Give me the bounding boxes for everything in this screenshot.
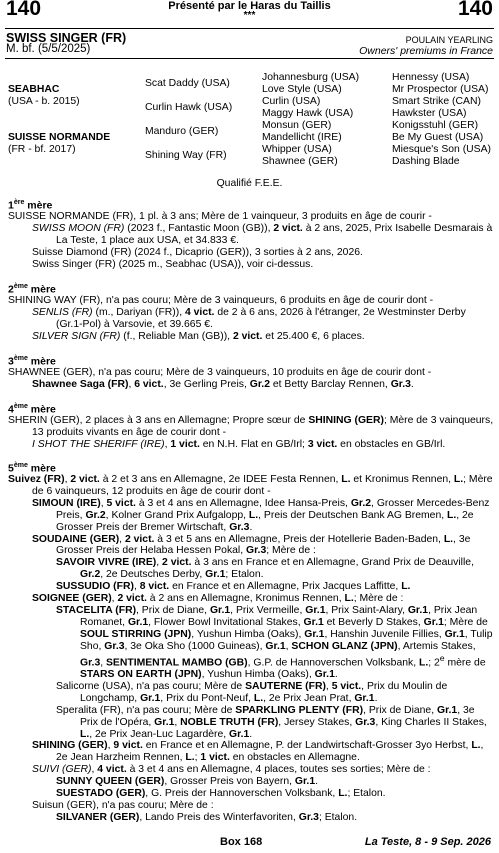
section-5eme-mere: 5ème mère <box>8 462 56 475</box>
section-3eme-mere: 3ème mère <box>8 355 56 368</box>
horse-category: POULAIN YEARLING <box>405 35 493 45</box>
header-rule-bottom <box>5 58 494 59</box>
horse-details: M. bf. (5/5/2025) <box>6 43 91 55</box>
presented-by: Présenté par le Haras du Taillis <box>168 0 331 12</box>
pedigree-gen2-3: Shining Way (FR) <box>145 150 227 161</box>
dam-name: SUISSE NORMANDE <box>8 132 111 143</box>
section-4eme-mere-text: SHERIN (GER), 2 places à 3 ans en Allemagne; Propre sœur de SHINING (GER); Mère de 3 vainqueurs, 13 produits vivants en âge de courir dont - I SHOT THE SHERIFF (IRE), 1 vict. en N.H. Flat en GB/Irl; 3 vict. en obstacles en GB/Irl. <box>8 415 494 450</box>
footer-box: Box 168 <box>220 836 263 848</box>
gen3-item: Love Style (USA) <box>262 84 342 95</box>
qualifie-fee: Qualifié F.E.E. <box>216 178 283 189</box>
section-3eme-mere-text: SHAWNEE (GER), n'a pas couru; Mère de 3 vainqueurs, 10 produits en âge de courir dont - Shawnee Saga (FR), 6 vict., 3e Gerling Preis, Gr.2 et Betty Barclay Rennen, Gr.3. <box>8 367 432 390</box>
section-4eme-mere: 4ème mère <box>8 403 56 416</box>
pedigree-gen2-0: Scat Daddy (USA) <box>145 78 230 89</box>
gen4-item: Miesque's Son (USA) <box>392 144 492 155</box>
gen3-item: Whipper (USA) <box>262 144 332 155</box>
pedigree-gen2-2: Manduro (GER) <box>145 126 219 137</box>
sire-info: (USA - b. 2015) <box>8 96 80 107</box>
pedigree-gen3 <box>262 72 359 168</box>
gen4-item: Be My Guest (USA) <box>392 132 484 143</box>
gen3-item: Shawnee (GER) <box>262 156 338 167</box>
gen4-item: Smart Strike (CAN) <box>392 96 481 107</box>
header-rule-top <box>5 28 494 29</box>
section-5eme-mere-text: Suivez (FR), 2 vict. à 2 et 3 ans en Allemagne, 2e IDEE Festa Rennen, L. et Kronimus Rennen, L.; Mère de 6 vainqueurs, 12 produits en âge de courir dont - SIMOUN (IRE), 5 vict. à 3 et 4 ans en Allemagne, Idee Hansa-Preis, Gr.2, Grosser Mercedes-Benz Preis, Gr.2, Kolner Grand Prix Aufgalopp, L., Preis der Deutschen Bank AG Bremen, L., 2e Grosser Preis der Bremer Wirtschaft, Gr.3. SOUDAINE (GER), 2 vict. à 3 et 5 ans en Allemagne, Preis der Hotellerie Baden-Baden, L., 3e Grosser Preis der Helaba Hessen Pokal, Gr.3; Mère de : SAVOIR VIVRE (IRE), 2 vict. à 3 ans en France et en Allemagne, Grand Prix de Deauville, Gr.2, 2e Deutsches Derby, Gr.1; Etalon. SUSSUDIO (FR), 8 vict. en France et en Allemagne, Prix Jacques Laffitte, L. SOIGNEE (GER), 2 vict. à 2 ans en Allemagne, Kronimus Rennen, L.; Mère de : STACELITA (FR), Prix de Diane, Gr.1, Prix Vermeille, Gr.1, Prix Saint-Alary, Gr.1, Prix Jean Romanet, Gr.1, Flower Bowl Invitational Stakes, Gr.1 et Beverly D Stakes, Gr.1; Mère de SOUL STIRRING (JPN), Yushun Himba (Oaks), Gr.1, Hanshin Juvenile Fillies, Gr.1, Tulip Sho, Gr.3, 3e Oka Sho (1000 Guineas), Gr.1, SCHON GLANZ (JPN), Artemis Stakes, Gr.3, SENTIMENTAL MAMBO (GB), G.P. de Hannoverschen Volksbank, L.; 2e mère de STARS ON EARTH (JPN), Yushun Himba (Oaks), Gr.1. Salicorne (USA), n'a pas couru; Mère de SAUTERNE (FR), 5 vict., Prix du Moulin de Longchamp, Gr.1, Prix du Pont-Neuf, L., 2e Prix Jean Prat, Gr.1. Speralita (FR), n'a pas couru; Mère de SPARKLING PLENTY (FR), Prix de Diane, Gr.1, 3e Prix de l'Opéra, Gr.1, NOBLE TRUTH (FR), Jersey Stakes, Gr.3, King Charles II Stakes, L., 2e Prix Jean-Luc Lagardère, Gr.1. SHINING (GER), 9 vict. en France et en Allemagne, P. der Landwirtschaft-Grosser 3yo Herbst, L., 2e Jean Harzheim Rennen, L.; 1 vict. en obstacles en Allemagne. SUIVI (GER), 4 vict. à 3 et 4 ans en Allemagne, 4 places, toutes ses sorties; Mère de : SUNNY QUEEN (GER), Grosser Preis von Bayern, Gr.1. SUESTADO (GER), G. Preis der Hannoverschen Volksbank, L.; Etalon. Suisun (GER), n'a pas couru; Mère de : SILVANER (GER), Lando Preis des Winterfavoriten, Gr.3; Etalon. <box>8 474 493 823</box>
section-1ere-mere-text: SUISSE NORMANDE (FR), 1 pl. à 3 ans; Mère de 1 vainqueur, 3 produits en âge de courir - SWISS MOON (FR) (2023 f., Fantastic Moon (GB)), 2 vict. à 2 ans, 2025, Prix Isabelle Desmarais à La Teste, 1 place aux USA, et 34.833 €. Suisse Diamond (FR) (2024 f., Dicaprio (GER)), 3 sorties à 2 ans, 2026. Swiss Singer (FR) (2025 m., Seabhac (USA)), voir ci-dessus. <box>8 211 493 270</box>
gen3-item: Curlin (USA) <box>262 96 321 107</box>
gen3-item: Mandellicht (IRE) <box>262 132 342 143</box>
gen4-item: Hennessy (USA) <box>392 72 470 83</box>
section-1ere-mere: 1ère mère <box>8 199 53 212</box>
gen4-item: Konigsstuhl (GER) <box>392 120 479 131</box>
pedigree-dam <box>8 132 110 156</box>
lot-number-right: 140 <box>457 0 493 20</box>
gen3-item: Maggy Hawk (USA) <box>262 108 354 119</box>
owners-premiums: Owners' premiums in France <box>359 45 493 57</box>
section-2eme-mere-text: SHINING WAY (FR), n'a pas couru; Mère de 3 vainqueurs, 6 produits en âge de courir dont - SENLIS (FR) (m., Dariyan (FR)), 4 vict. de 2 à 6 ans, 2026 à l'étranger, 2e Westminster Derby (Gr.1-Pol) à Varsovie, et 39.665 €. SILVER SIGN (FR) (f., Reliable Man (GB)), 2 vict. et 25.400 €, 6 places. <box>8 295 466 342</box>
header-stars: *** <box>243 10 256 21</box>
horse-name: SWISS SINGER (FR) <box>6 31 127 45</box>
pedigree-gen2-1: Curlin Hawk (USA) <box>145 102 233 113</box>
pedigree-gen4 <box>392 72 491 168</box>
footer-place-date: La Teste, 8 - 9 Sep. 2026 <box>364 836 491 848</box>
pedigree-sire <box>8 84 80 108</box>
lot-number-left: 140 <box>6 0 42 20</box>
gen4-item: Dashing Blade <box>392 156 460 167</box>
gen4-item: Mr Prospector (USA) <box>392 84 489 95</box>
section-2eme-mere: 2ème mère <box>8 283 56 296</box>
gen4-item: Hawkster (USA) <box>392 108 467 119</box>
gen3-item: Monsun (GER) <box>262 120 332 131</box>
dam-info: (FR - bf. 2017) <box>8 144 76 155</box>
gen3-item: Johannesburg (USA) <box>262 72 360 83</box>
sire-name: SEABHAC <box>8 84 60 95</box>
